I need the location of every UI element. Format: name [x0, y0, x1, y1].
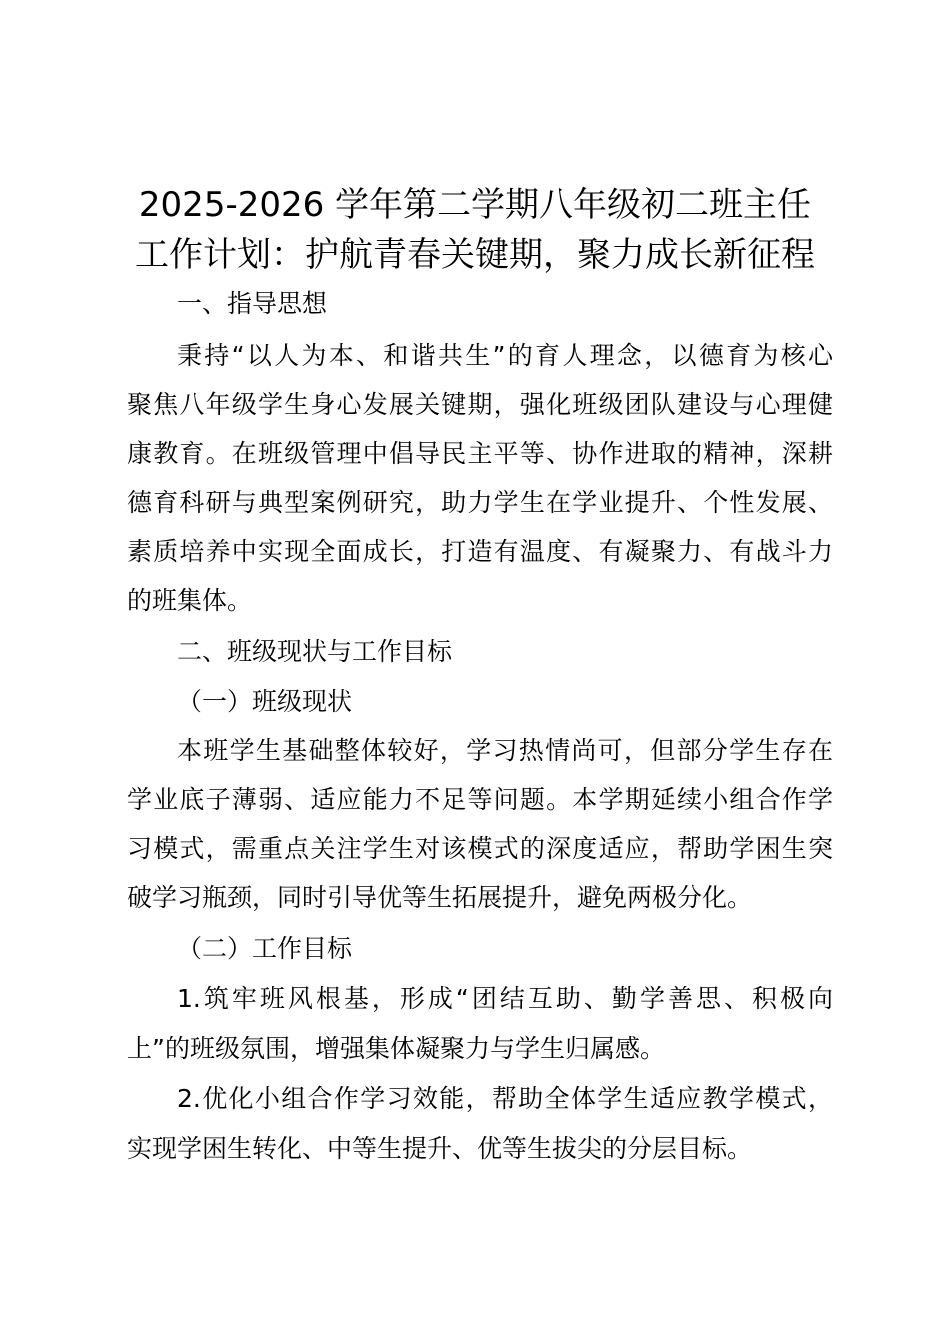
paragraph-line: 学业底子薄弱、适应能力不足等问题。本学期延续小组合作学: [127, 785, 833, 814]
paragraph-line: 素质培养中实现全面成长，打造有温度、有凝聚力、有战斗力: [127, 537, 833, 566]
paragraph-line: 聚焦八年级学生身心发展关键期，强化班级团队建设与心理健: [127, 390, 833, 419]
paragraph-line: 秉持“以人为本、和谐共生”的育人理念，以德育为核心: [177, 341, 833, 370]
paragraph-line: 康教育。在班级管理中倡导民主平等、协作进取的精神，深耕: [127, 439, 833, 468]
paragraph-line: 破学习瓶颈，同时引导优等生拓展提升，避免两极分化。: [127, 883, 753, 912]
subsection-heading-work-goals: （二）工作目标: [177, 934, 353, 963]
subsection-heading-class-status: （一）班级现状: [177, 687, 353, 716]
section-heading-class-status-and-goals: 二、班级现状与工作目标: [177, 637, 453, 666]
goal-1-line: 上”的班级氛围，增强集体凝聚力与学生归属感。: [127, 1034, 665, 1063]
paragraph-line: 本班学生基础整体较好，学习热情尚可，但部分学生存在: [177, 736, 833, 765]
goal-2-line: 实现学困生转化、中等生提升、优等生拔尖的分层目标。: [127, 1134, 753, 1163]
paragraph-line: 习模式，需重点关注学生对该模式的深度适应，帮助学困生突: [127, 834, 833, 863]
section-heading-guiding-ideology: 一、指导思想: [177, 289, 328, 318]
goal-1-line: 1.筑牢班风根基，形成“团结互助、勤学善思、积极向: [177, 984, 833, 1013]
document-title-line-2: 工作计划：护航青春关键期，聚力成长新征程: [135, 235, 815, 275]
paragraph-line: 德育科研与典型案例研究，助力学生在学业提升、个性发展、: [127, 488, 833, 517]
paragraph-line: 的班集体。: [127, 586, 253, 615]
goal-2-line: 2.优化小组合作学习效能，帮助全体学生适应教学模式，: [177, 1084, 833, 1113]
document-title-line-1: 2025-2026 学年第二学期八年级初二班主任: [138, 185, 812, 225]
